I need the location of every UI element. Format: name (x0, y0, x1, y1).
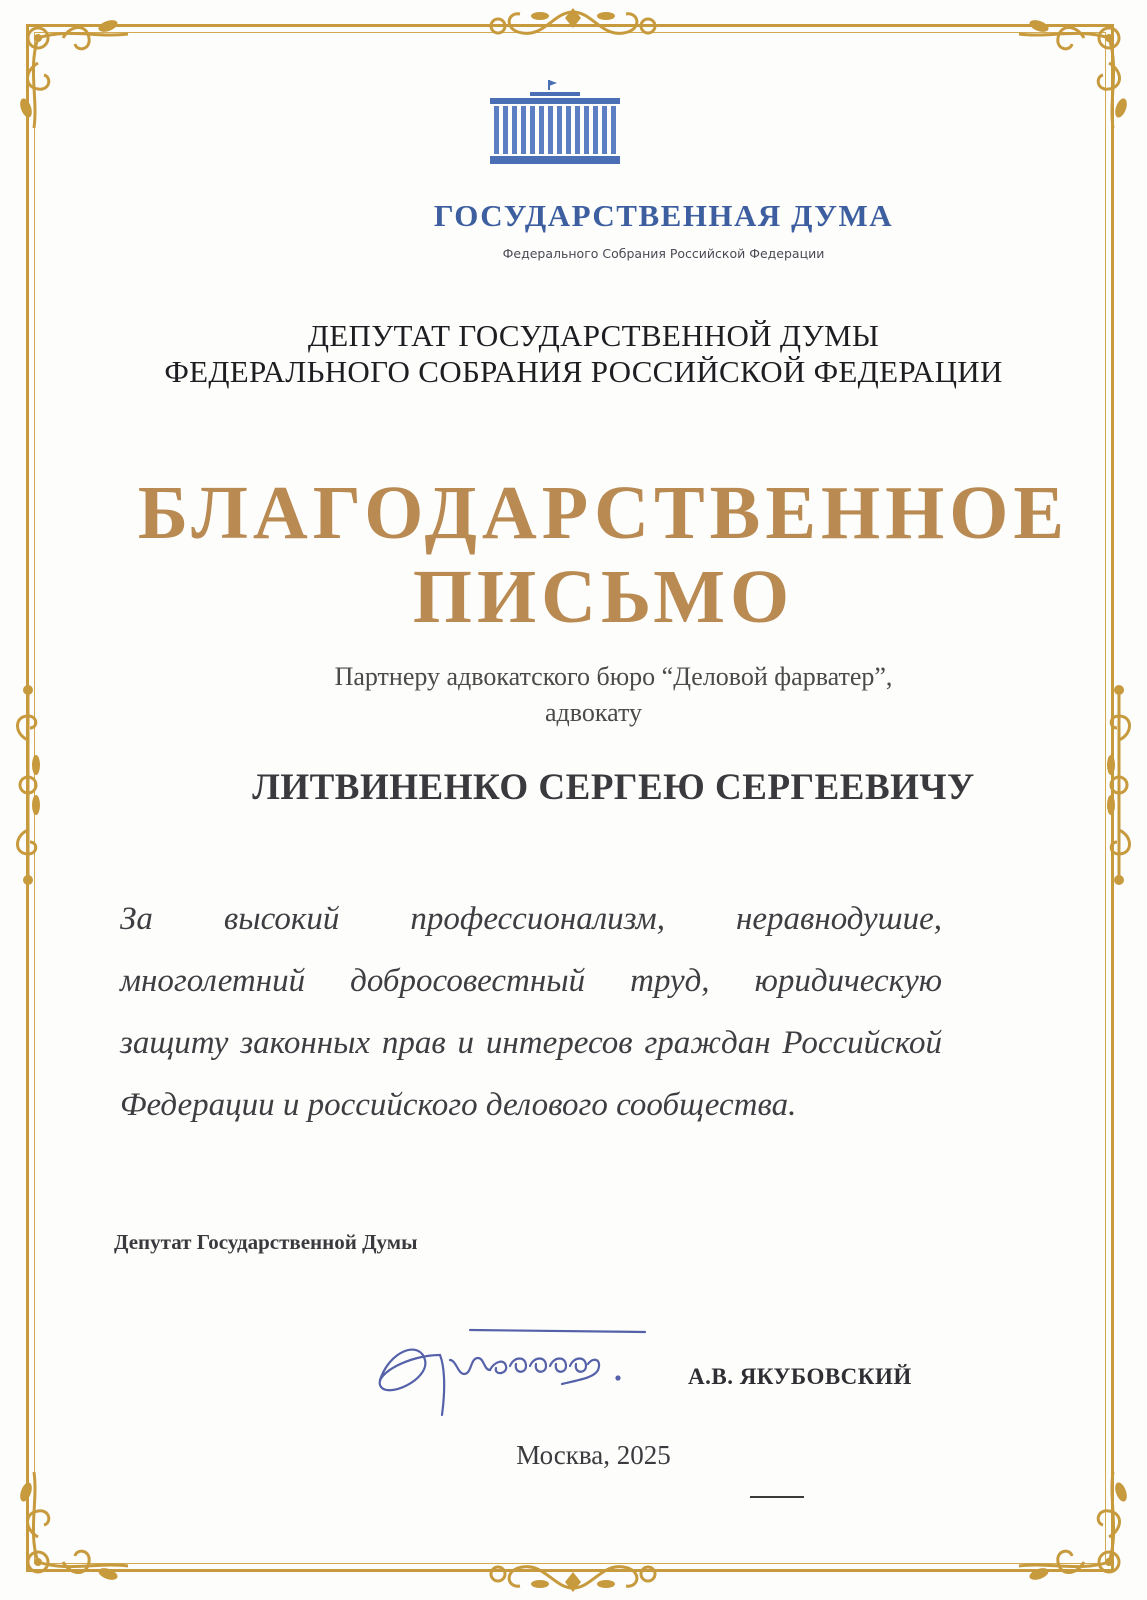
place-and-year: Москва, 2025 (516, 1440, 671, 1470)
bottom-center-ornament (468, 1552, 678, 1596)
corner-ornament-top-left (8, 8, 148, 148)
corner-ornament-top-right (999, 8, 1139, 148)
handwritten-signature (360, 1320, 660, 1430)
scan-mark (750, 1496, 804, 1498)
issuer-line-2: ФЕДЕРАЛЬНОГО СОБРАНИЯ РОССИЙСКОЙ ФЕДЕРАЦИИ (164, 354, 1003, 389)
document-title-line-2: ПИСЬМО (412, 555, 795, 639)
document-title-line-1: БЛАГОДАРСТВЕННОЕ (137, 471, 1070, 555)
recipient-role: адвокату (545, 698, 642, 727)
corner-ornament-bottom-right (999, 1452, 1139, 1592)
signer-name: А.В. ЯКУБОВСКИЙ (688, 1364, 912, 1389)
top-center-ornament (468, 4, 678, 48)
recipient-organization: Партнеру адвокатского бюро “Деловой фарватер”, (334, 662, 893, 691)
institution-subtitle: Федерального Собрания Российской Федерации (502, 246, 825, 261)
recipient-name: ЛИТВИНЕНКО СЕРГЕЮ СЕРГЕЕВИЧУ (252, 767, 975, 808)
duma-building-icon (490, 78, 620, 166)
gratitude-text: За высокий профессионализм, неравнодушие, многолетний добросовестный труд, юридическую защиту законных прав и интересов граждан Российской Федерации и российского делового сообщества. (120, 901, 942, 1123)
institution-name: ГОСУДАРСТВЕННАЯ ДУМА (433, 198, 894, 233)
signer-position: Депутат Государственной Думы (114, 1230, 418, 1254)
issuer-line-1: ДЕПУТАТ ГОСУДАРСТВЕННОЙ ДУМЫ (307, 318, 880, 353)
corner-ornament-bottom-left (8, 1452, 148, 1592)
